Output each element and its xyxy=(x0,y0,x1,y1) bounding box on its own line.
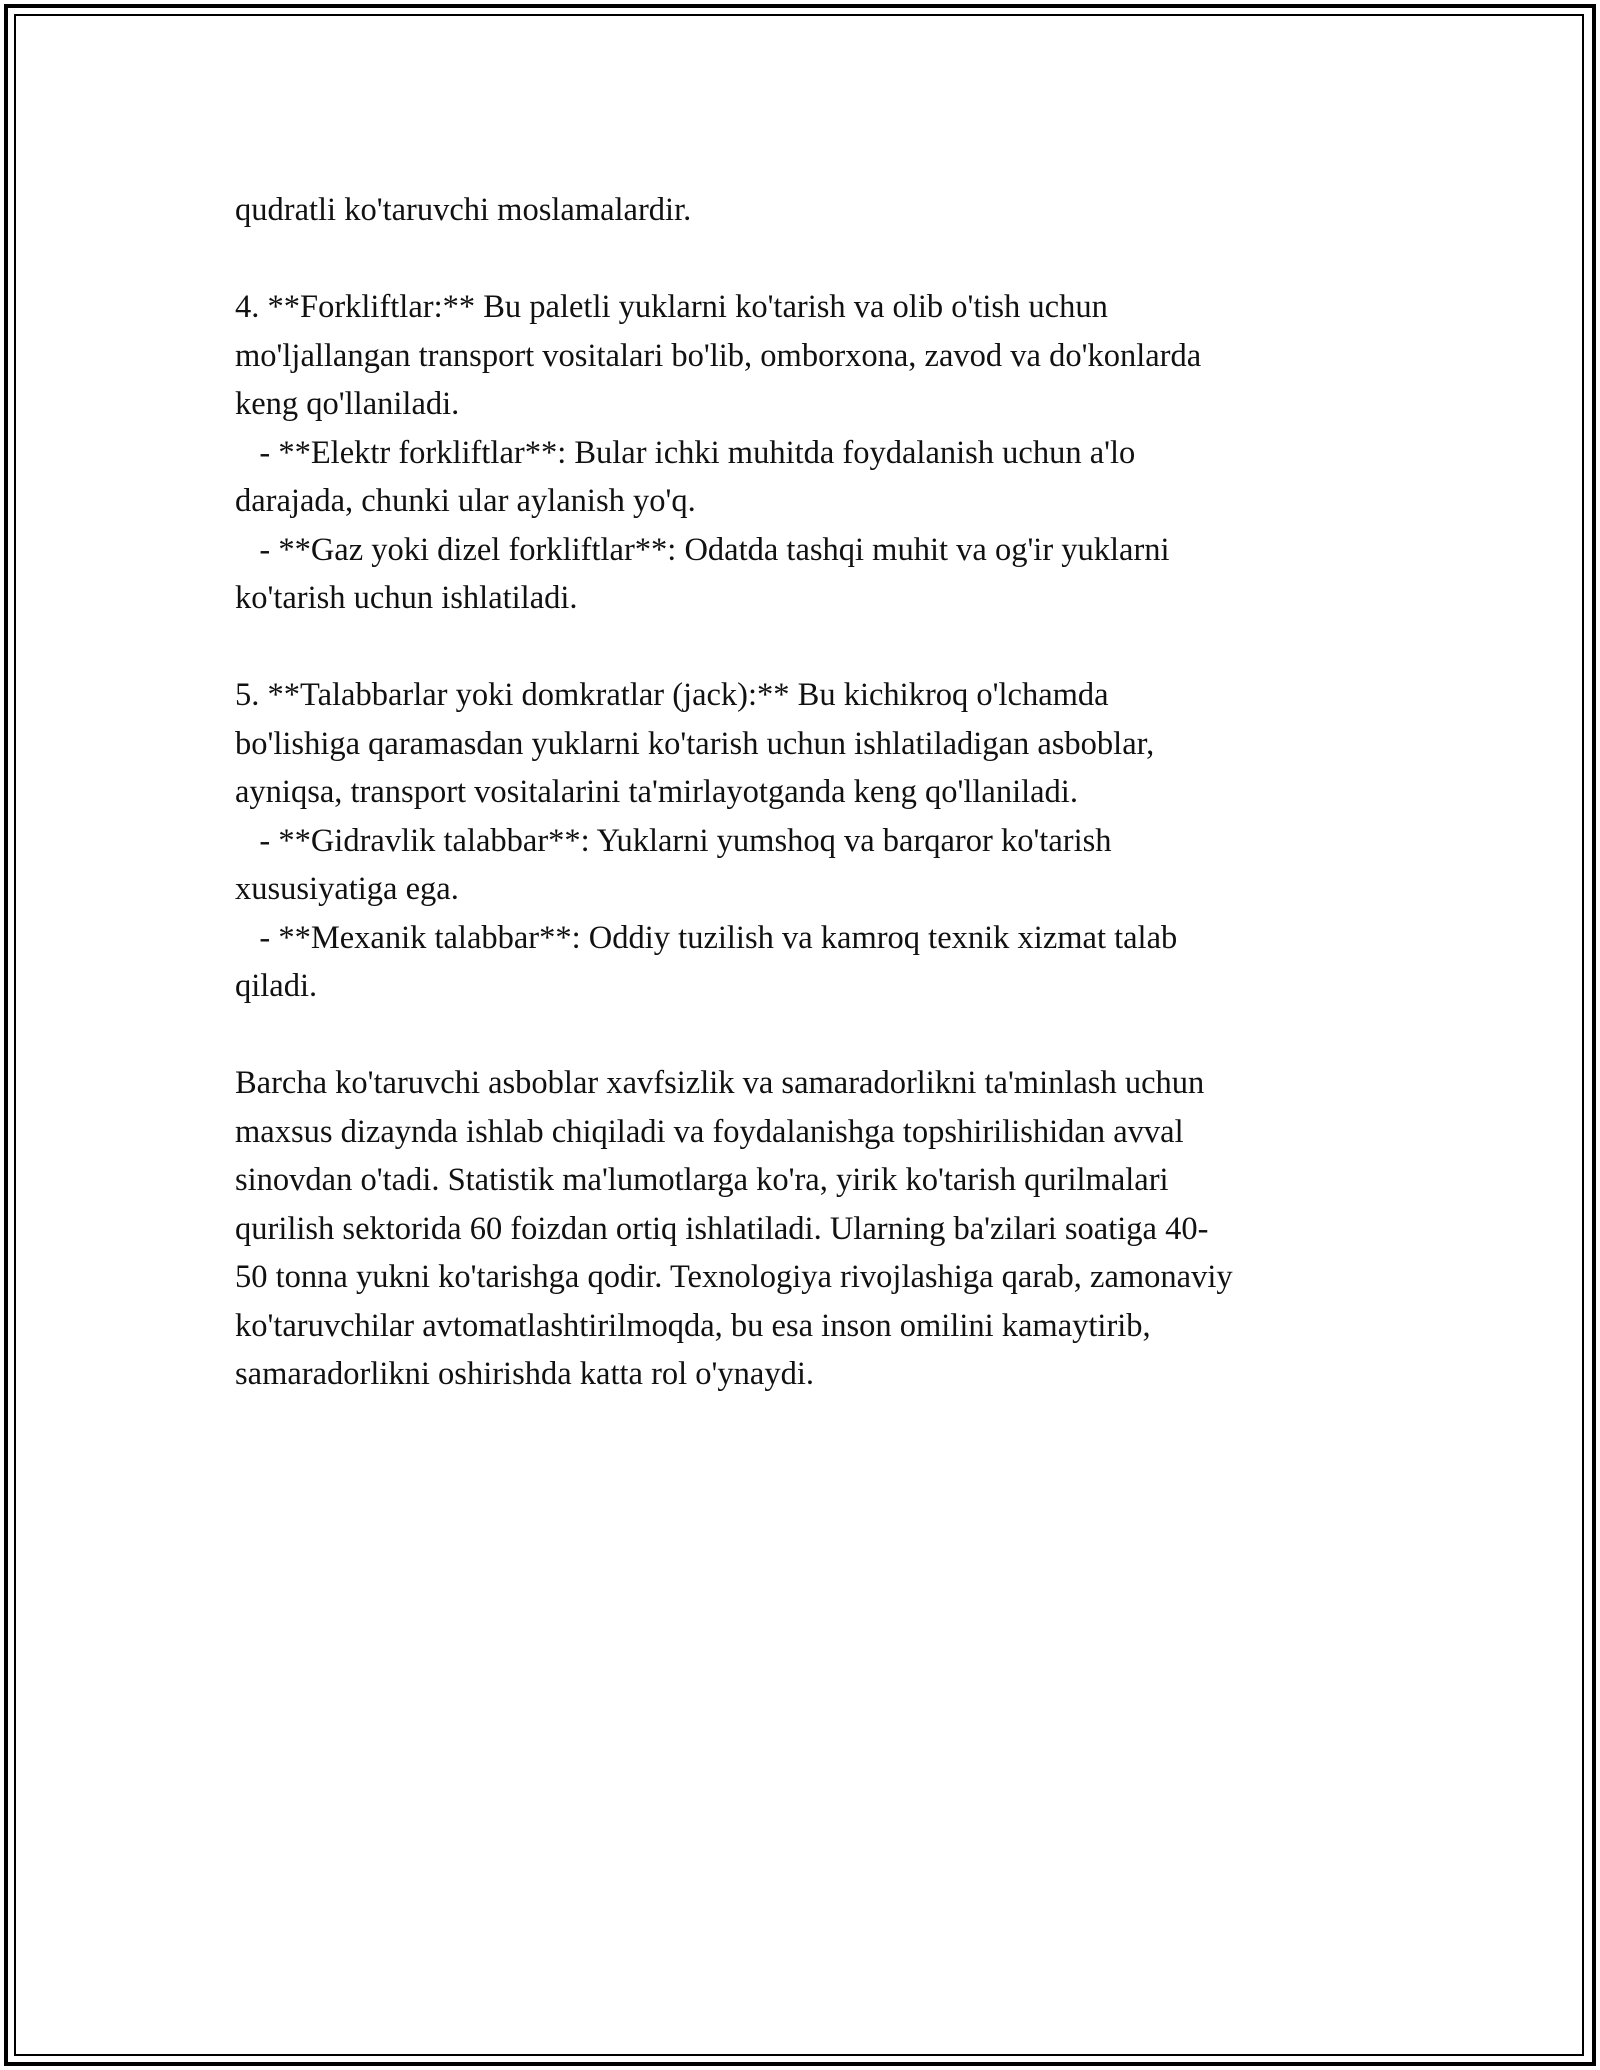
paragraph-gap xyxy=(235,1011,1375,1060)
text-line: maxsus dizaynda ishlab chiqiladi va foydalanishga topshirilishidan avval xyxy=(235,1113,1184,1150)
text-line: 50 tonna yukni ko'tarishga qodir. Texnologiya rivojlashiga qarab, zamonaviy xyxy=(235,1259,1233,1295)
text-line: xususiyatiga ega. xyxy=(235,871,459,907)
text-line: sinovdan o'tadi. Statistik ma'lumotlarga ko'ra, yirik ko'tarish qurilmalari xyxy=(235,1162,1169,1198)
text-line: bo'lishiga qaramasdan yuklarni ko'tarish uchun ishlatiladigan asboblar, xyxy=(235,725,1155,762)
paragraph-gap xyxy=(235,623,1375,672)
text-line: ko'tarish uchun ishlatiladi. xyxy=(235,580,578,616)
text-line: - **Elektr forkliftlar**: Bular ichki muhitda foydalanish uchun a'lo xyxy=(235,434,1136,471)
paragraph-gap xyxy=(235,235,1375,284)
text-line: mo'ljallangan transport vositalari bo'lib, omborxona, zavod va do'konlarda xyxy=(235,337,1202,374)
text-line: - **Mexanik talabbar**: Oddiy tuzilish va kamroq texnik xizmat talab xyxy=(235,919,1178,956)
document-body xyxy=(235,186,1375,1399)
text-line: 5. **Talabbarlar yoki domkratlar (jack):** Bu kichikroq o'lchamda xyxy=(235,677,1109,713)
text-line: Barcha ko'taruvchi asboblar xavfsizlik va samaradorlikni ta'minlash uchun xyxy=(235,1065,1205,1101)
text-line: keng qo'llaniladi. xyxy=(235,386,460,422)
text-line: darajada, chunki ular aylanish yo'q. xyxy=(235,483,696,519)
paragraph-jacks xyxy=(235,671,1375,1011)
text-line: 4. **Forkliftlar:** Bu paletli yuklarni ko'tarish va olib o'tish uchun xyxy=(235,289,1108,325)
paragraph-conclusion xyxy=(235,1059,1375,1399)
text-line: - **Gaz yoki dizel forkliftlar**: Odatda tashqi muhit va og'ir yuklarni xyxy=(235,531,1170,568)
paragraph-intro-tail xyxy=(235,186,1375,235)
text-line: ko'taruvchilar avtomatlashtirilmoqda, bu esa inson omilini kamaytirib, xyxy=(235,1307,1151,1344)
text-line: ayniqsa, transport vositalarini ta'mirlayotganda keng qo'llaniladi. xyxy=(235,774,1078,810)
text-line: samaradorlikni oshirishda katta rol o'ynaydi. xyxy=(235,1356,814,1392)
text-line: qurilish sektorida 60 foizdan ortiq ishlatiladi. Ularning ba'zilari soatiga 40- xyxy=(235,1210,1209,1247)
text-line: - **Gidravlik talabbar**: Yuklarni yumshoq va barqaror ko'tarish xyxy=(235,822,1112,859)
text-line: qiladi. xyxy=(235,968,318,1004)
paragraph-forklifts xyxy=(235,283,1375,623)
text-line: qudratli ko'taruvchi moslamalardir. xyxy=(235,192,692,228)
